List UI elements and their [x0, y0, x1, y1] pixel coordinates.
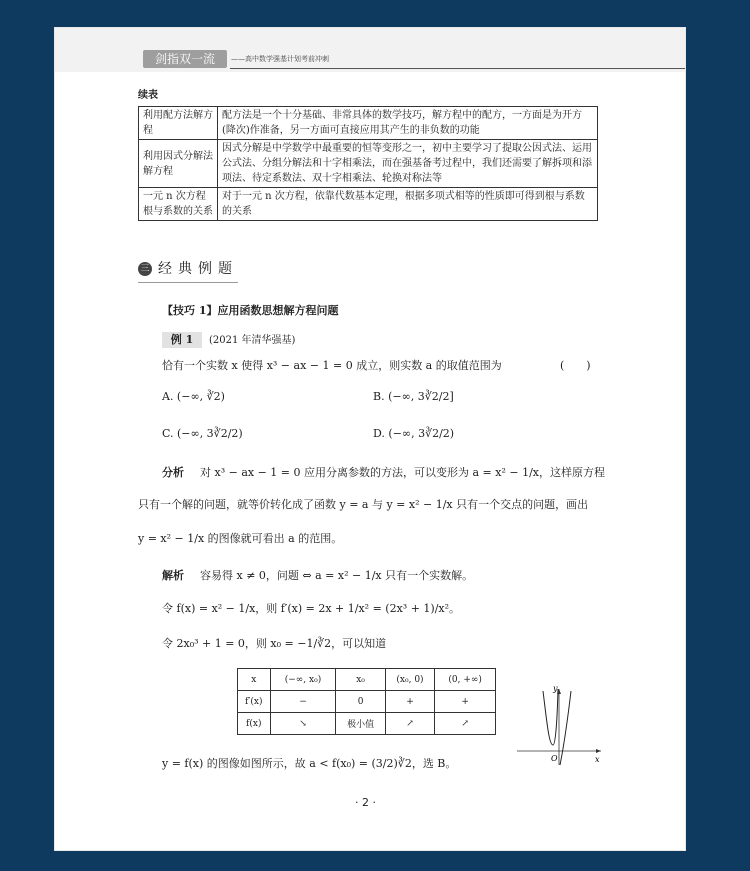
table-cell: +	[385, 691, 435, 713]
page-number: · 2 ·	[355, 796, 376, 809]
method-desc: 对于一元 n 次方程，依靠代数基本定理，根据多项式相等的性质即可得到根与系数的关系	[218, 188, 598, 221]
option-a: A. (−∞, ∛2)	[162, 390, 225, 403]
table-cell: (−∞, x₀)	[270, 669, 336, 691]
table-row	[139, 107, 598, 140]
method-table	[138, 106, 598, 221]
table-cell: ↗	[385, 713, 435, 735]
table-cell: f(x)	[238, 713, 271, 735]
option-d: D. (−∞, 3∛2/2)	[373, 427, 455, 440]
header-divider	[230, 68, 685, 69]
origin-label: O	[551, 754, 558, 763]
skill-title: 【技巧 1】应用函数思想解方程问题	[162, 304, 339, 317]
analysis-line-3: y = x² − 1/x 的图像就可看出 a 的范围。	[138, 532, 343, 545]
table-cell: f′(x)	[238, 691, 271, 713]
solution-conclusion: y = f(x) 的图像如图所示，故 a < f(x₀) = (3/2)∛2，选 B。	[162, 757, 457, 770]
table-cell: (0, +∞)	[435, 669, 496, 691]
example-label: 例 1	[162, 332, 202, 348]
method-desc: 因式分解是中学数学中最重要的恒等变形之一，初中主要学习了提取公因式法、运用公式法、分组分解法和十字相乘法，而在强基备考过程中，我们还需要了解拆项和添项法、待定系数法、双十字相乘法、轮换对称法等	[218, 140, 598, 188]
y-axis-label: y	[553, 684, 558, 693]
solution-label: 解析	[162, 569, 184, 582]
table-row	[238, 713, 496, 735]
table-cell: x₀	[336, 669, 385, 691]
x-axis-label: x	[595, 755, 600, 764]
section-title: 经典例题	[158, 261, 238, 277]
section-underline	[138, 282, 238, 283]
option-c: C. (−∞, 3∛2/2)	[162, 427, 243, 440]
x-axis-arrow	[596, 749, 601, 753]
function-graph	[515, 683, 605, 768]
table-cell: x	[238, 669, 271, 691]
section-badge: 三	[138, 262, 152, 276]
option-b: B. (−∞, 3∛2/2]	[373, 390, 454, 403]
table-cell: (x₀, 0)	[385, 669, 435, 691]
table-row	[238, 691, 496, 713]
table-cell: +	[435, 691, 496, 713]
curve-left-branch	[543, 689, 558, 745]
table-row	[238, 669, 496, 691]
method-name: 一元 n 次方程根与系数的关系	[139, 188, 218, 221]
solution-line-2: 令 f(x) = x² − 1/x，则 f′(x) = 2x + 1/x² = (2x³ + 1)/x²。	[162, 602, 461, 615]
example-question: 恰有一个实数 x 使得 x³ − ax − 1 = 0 成立，则实数 a 的取值范围为	[162, 359, 502, 372]
answer-blank: ( )	[560, 359, 591, 372]
method-name: 利用因式分解法解方程	[139, 140, 218, 188]
header-logo: 剑指双一流	[143, 50, 227, 68]
analysis-line-2: 只有一个解的问题，就等价转化成了函数 y = a 与 y = x² − 1/x 只有一个交点的问题，画出	[138, 498, 589, 511]
solution-line-1: 容易得 x ≠ 0，问题 ⇔ a = x² − 1/x 只有一个实数解。	[200, 569, 474, 582]
analysis-label: 分析	[162, 466, 184, 479]
solution-line-3: 令 2x₀³ + 1 = 0，则 x₀ = −1/∛2，可以知道	[162, 637, 387, 650]
example-source: (2021 年清华强基)	[209, 335, 296, 346]
method-desc: 配方法是一个十分基础、非常具体的数学技巧，解方程中的配方，一方面是为开方(降次)作准备，另一方面可直接应用其产生的非负数的功能	[218, 107, 598, 140]
table-row	[139, 140, 598, 188]
table-cell: 极小值	[336, 713, 385, 735]
curve-right-branch	[560, 691, 571, 765]
table-cell: −	[270, 691, 336, 713]
header-subtitle: ——高中数学强基计划考前冲刺	[231, 55, 329, 63]
table-cell: ↘	[270, 713, 336, 735]
table-row	[139, 188, 598, 221]
continued-label: 续表	[138, 90, 158, 101]
variation-table	[237, 668, 496, 735]
table-cell: ↗	[435, 713, 496, 735]
table-cell: 0	[336, 691, 385, 713]
document-page	[55, 28, 685, 850]
analysis-line-1: 对 x³ − ax − 1 = 0 应用分离参数的方法，可以变形为 a = x² − 1/x，这样原方程	[200, 466, 605, 479]
method-name: 利用配方法解方程	[139, 107, 218, 140]
